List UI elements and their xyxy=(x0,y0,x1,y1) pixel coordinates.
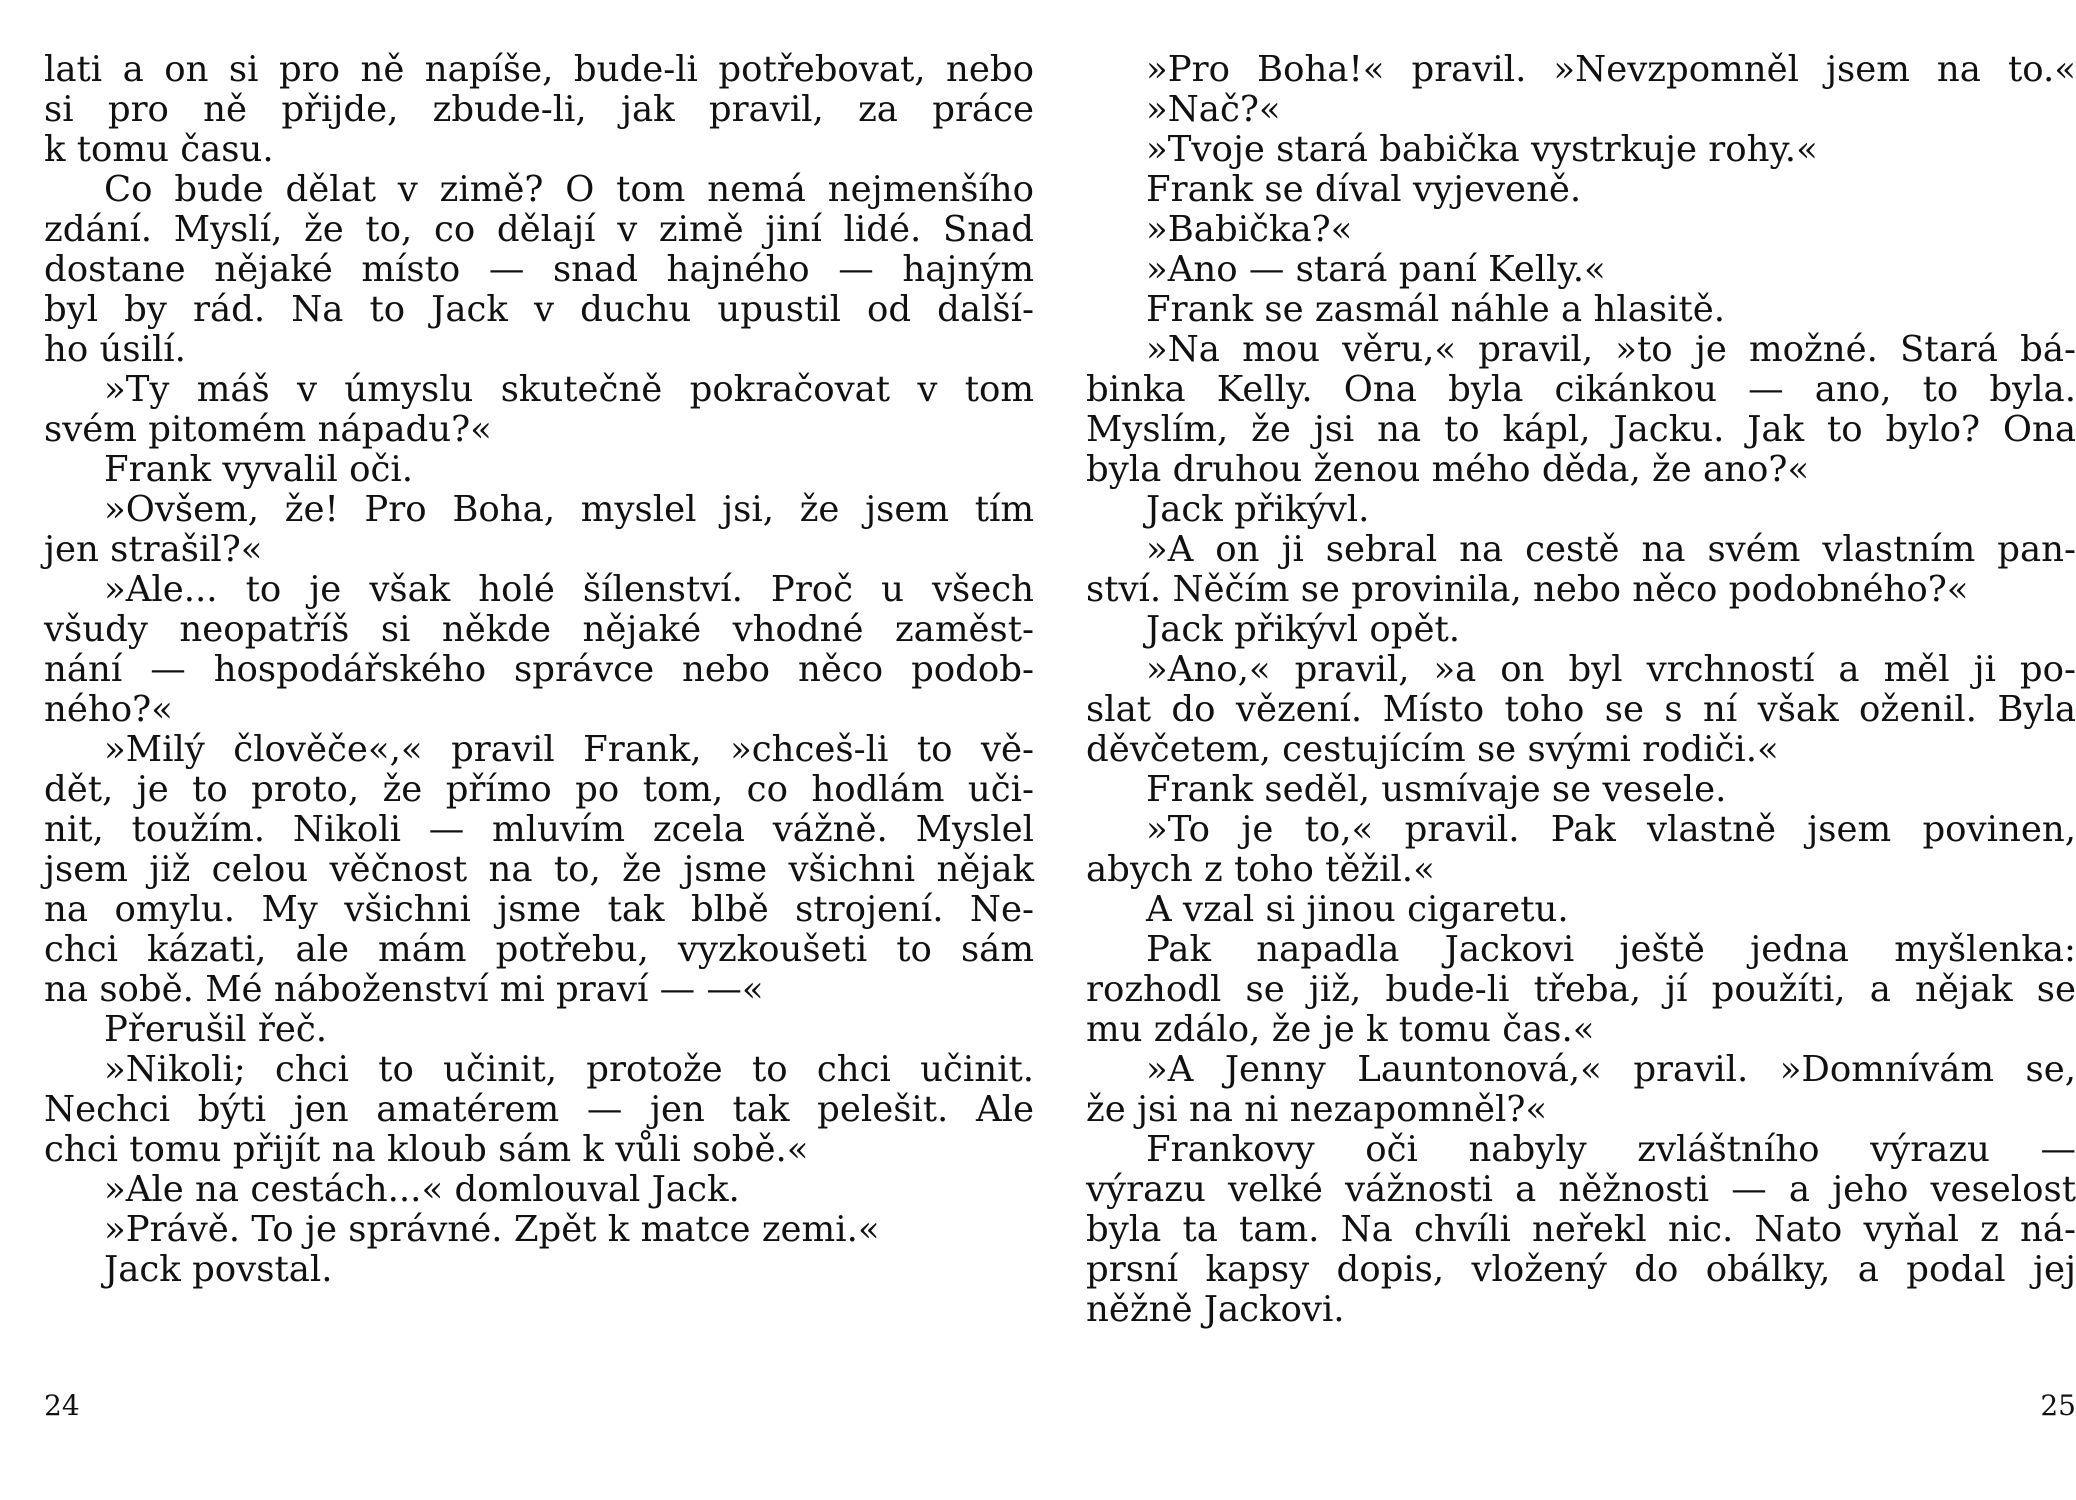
text-line: »Tvoje stará babička vystrkuje rohy.« xyxy=(1146,129,1818,170)
text-line: »Ale na cestách...« domlouval Jack. xyxy=(104,1169,740,1210)
text-line: svém pitomém nápadu?« xyxy=(44,409,492,450)
text-line: Frank seděl, usmívaje se vesele. xyxy=(1146,769,1727,810)
text-line: na sobě. Mé náboženství mi praví — —« xyxy=(44,969,764,1010)
text-line: »Nikoli; chci to učinit, protože to chci učinit. xyxy=(104,1049,1034,1090)
text-line: Frank se díval vyjeveně. xyxy=(1146,169,1582,210)
right-page xyxy=(1086,50,2076,1450)
text-line: ství. Něčím se provinila, nebo něco podobného?« xyxy=(1086,569,1969,610)
text-line: Jack přikývl. xyxy=(1146,489,1370,530)
left-page xyxy=(44,50,1034,1450)
text-line: byl by rád. Na to Jack v duchu upustil od další- xyxy=(44,289,1034,330)
text-line: »A Jenny Launtonová,« pravil. »Domnívám se, xyxy=(1146,1049,2076,1090)
text-line: »Ano — stará paní Kelly.« xyxy=(1146,249,1606,290)
text-line: Frankovy oči nabyly zvláštního výrazu — xyxy=(1146,1129,2076,1170)
text-line: výrazu velké vážnosti a něžnosti — a jeho veselost xyxy=(1086,1169,2076,1210)
text-line: »Na mou věru,« pravil, »to je možné. Stará bá- xyxy=(1146,329,2076,370)
text-line: nit, toužím. Nikoli — mluvím zcela vážně. Myslel xyxy=(44,809,1034,850)
text-line: Přerušil řeč. xyxy=(104,1009,328,1050)
text-line: něžně Jackovi. xyxy=(1086,1289,1345,1330)
right-page-text xyxy=(1086,50,2076,1330)
text-line: že jsi na ni nezapomněl?« xyxy=(1086,1089,1548,1130)
text-line: dět, je to proto, že přímo po tom, co hodlám uči- xyxy=(44,769,1034,810)
text-line: »To je to,« pravil. Pak vlastně jsem povinen, xyxy=(1146,809,2076,850)
text-line: byla ta tam. Na chvíli neřekl nic. Nato vyňal z ná- xyxy=(1086,1209,2076,1250)
text-line: »Nač?« xyxy=(1146,89,1281,130)
text-line: »Babička?« xyxy=(1146,209,1353,250)
text-line: si pro ně přijde, zbude-li, jak pravil, za práce xyxy=(44,89,1034,130)
text-line: »Právě. To je správné. Zpět k matce zemi.« xyxy=(104,1209,880,1250)
text-line: Frank vyvalil oči. xyxy=(104,449,413,490)
text-line: byla druhou ženou mého děda, že ano?« xyxy=(1086,449,1810,490)
text-line: A vzal si jinou cigaretu. xyxy=(1146,889,1569,930)
text-line: chci kázati, ale mám potřebu, vyzkoušeti to sám xyxy=(44,929,1034,970)
text-line: »Ale... to je však holé šílenství. Proč u všech xyxy=(104,569,1034,610)
text-line: Jack povstal. xyxy=(104,1249,333,1290)
text-line: ného?« xyxy=(44,689,173,730)
text-line: slat do vězení. Místo toho se s ní však oženil. Byla xyxy=(1086,689,2076,730)
text-line: lati a on si pro ně napíše, bude-li potřebovat, nebo xyxy=(44,49,1034,90)
text-line: Jack přikývl opět. xyxy=(1146,609,1461,650)
text-line: »Milý člověče«,« pravil Frank, »chceš-li to vě- xyxy=(104,729,1034,770)
text-line: Frank se zasmál náhle a hlasitě. xyxy=(1146,289,1725,330)
text-line: Nechci býti jen amatérem — jen tak pelešit. Ale xyxy=(44,1089,1034,1130)
text-line: děvčetem, cestujícím se svými rodiči.« xyxy=(1086,729,1779,770)
text-line: abych z toho těžil.« xyxy=(1086,849,1435,890)
text-line: Co bude dělat v zimě? O tom nemá nejmenšího xyxy=(104,169,1034,210)
text-line: zdání. Myslí, že to, co dělají v zimě jiní lidé. Snad xyxy=(44,209,1034,250)
text-line: »Pro Boha!« pravil. »Nevzpomněl jsem na to.« xyxy=(1146,49,2076,90)
text-line: všudy neopatříš si někde nějaké vhodné zaměst- xyxy=(44,609,1034,650)
text-line: jsem již celou věčnost na to, že jsme všichni nějak xyxy=(44,849,1034,890)
text-line: binka Kelly. Ona byla cikánkou — ano, to byla. xyxy=(1086,369,2076,410)
text-line: ho úsilí. xyxy=(44,329,186,370)
text-line: Myslím, že jsi na to kápl, Jacku. Jak to bylo? Ona xyxy=(1086,409,2076,450)
text-line: prsní kapsy dopis, vložený do obálky, a podal jej xyxy=(1086,1249,2076,1290)
text-line: nání — hospodářského správce nebo něco podob- xyxy=(44,649,1034,690)
text-line: jen strašil?« xyxy=(44,529,263,570)
page-number-right: 25 xyxy=(2040,1389,2076,1422)
text-line: Pak napadla Jackovi ještě jedna myšlenka: xyxy=(1146,929,2076,970)
page-number-left: 24 xyxy=(44,1389,80,1422)
text-line: rozhodl se již, bude-li třeba, jí použíti, a nějak se xyxy=(1086,969,2076,1010)
text-line: chci tomu přijít na kloub sám k vůli sobě.« xyxy=(44,1129,809,1170)
text-line: na omylu. My všichni jsme tak blbě strojení. Ne- xyxy=(44,889,1034,930)
text-line: dostane nějaké místo — snad hajného — hajným xyxy=(44,249,1034,290)
text-line: »Ovšem, že! Pro Boha, myslel jsi, že jsem tím xyxy=(104,489,1034,530)
text-line: »Ano,« pravil, »a on byl vrchností a měl ji po- xyxy=(1146,649,2076,690)
text-line: mu zdálo, že je k tomu čas.« xyxy=(1086,1009,1595,1050)
text-line: »A on ji sebral na cestě na svém vlastním pan- xyxy=(1146,529,2076,570)
text-line: »Ty máš v úmyslu skutečně pokračovat v tom xyxy=(104,369,1034,410)
left-page-text xyxy=(44,50,1034,1290)
text-line: k tomu času. xyxy=(44,129,274,170)
